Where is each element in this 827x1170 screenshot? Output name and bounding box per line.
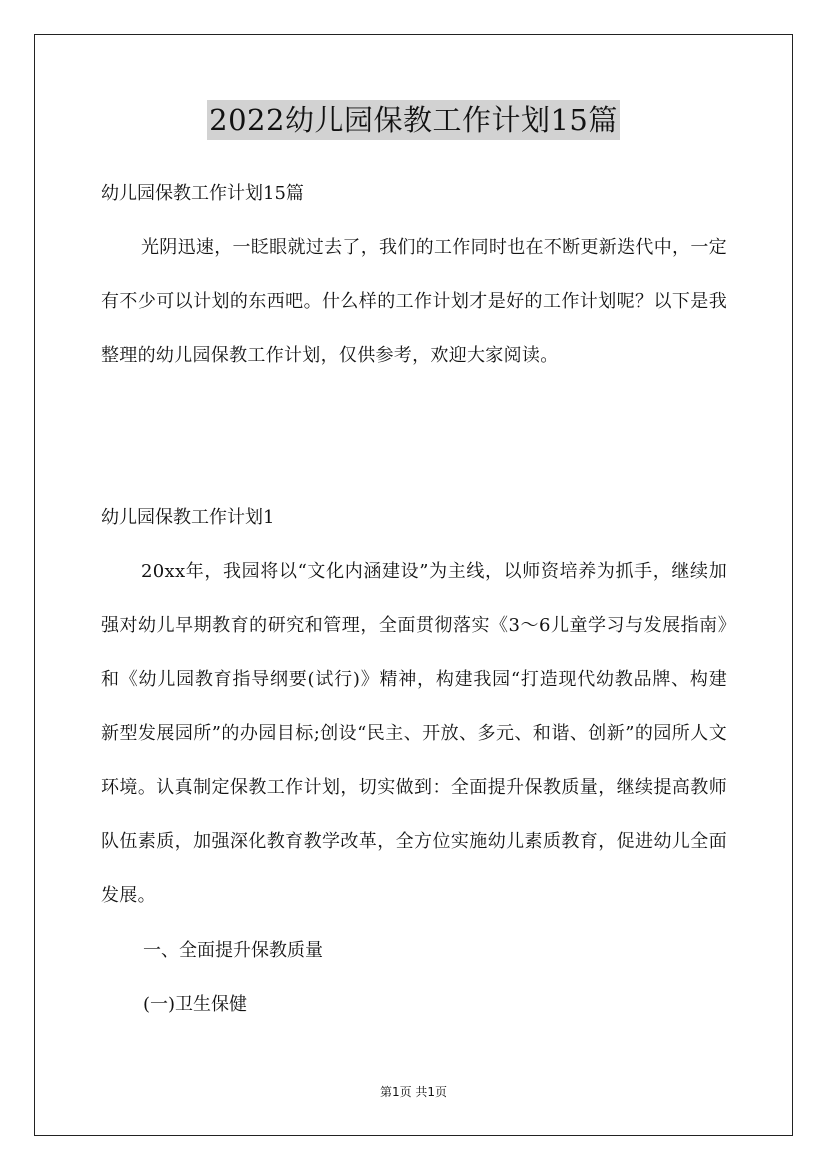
intro-paragraph: 光阴迅速，一眨眼就过去了，我们的工作同时也在不断更新迭代中，一定有不少可以计划的东西吧。什么样的工作计划才是好的工作计划呢？以下是我整理的幼儿园保教工作计划，仅供参考，欢迎大家阅读。 (101, 237, 727, 366)
document-subtitle: 幼儿园保教工作计划15篇 (101, 183, 304, 204)
outline-item-1: 一、全面提升保教质量 (143, 940, 323, 961)
document-title-container (0, 100, 827, 140)
section-paragraph: 20xx年，我园将以“文化内涵建设”为主线，以师资培养为抓手，继续加强对幼儿早期教育的研究和管理，全面贯彻落实《3～6儿童学习与发展指南》和《幼儿园教育指导纲要(试行)》精神，构建我园“打造现代幼教品牌、构建新型发展园所”的办园目标;创设“民主、开放、多元、和谐、创新”的园所人文环境。认真制定保教工作计划，切实做到：全面提升保教质量，继续提高教师队伍素质，加强深化教育教学改革，全方位实施幼儿素质教育，促进幼儿全面发展。 (101, 561, 727, 906)
page-footer: 第1页 共1页 (379, 1085, 448, 1099)
outline-item-2: (一)卫生保健 (143, 994, 248, 1015)
document-title: 2022幼儿园保教工作计划15篇 (207, 100, 620, 140)
section-heading: 幼儿园保教工作计划1 (101, 507, 275, 528)
